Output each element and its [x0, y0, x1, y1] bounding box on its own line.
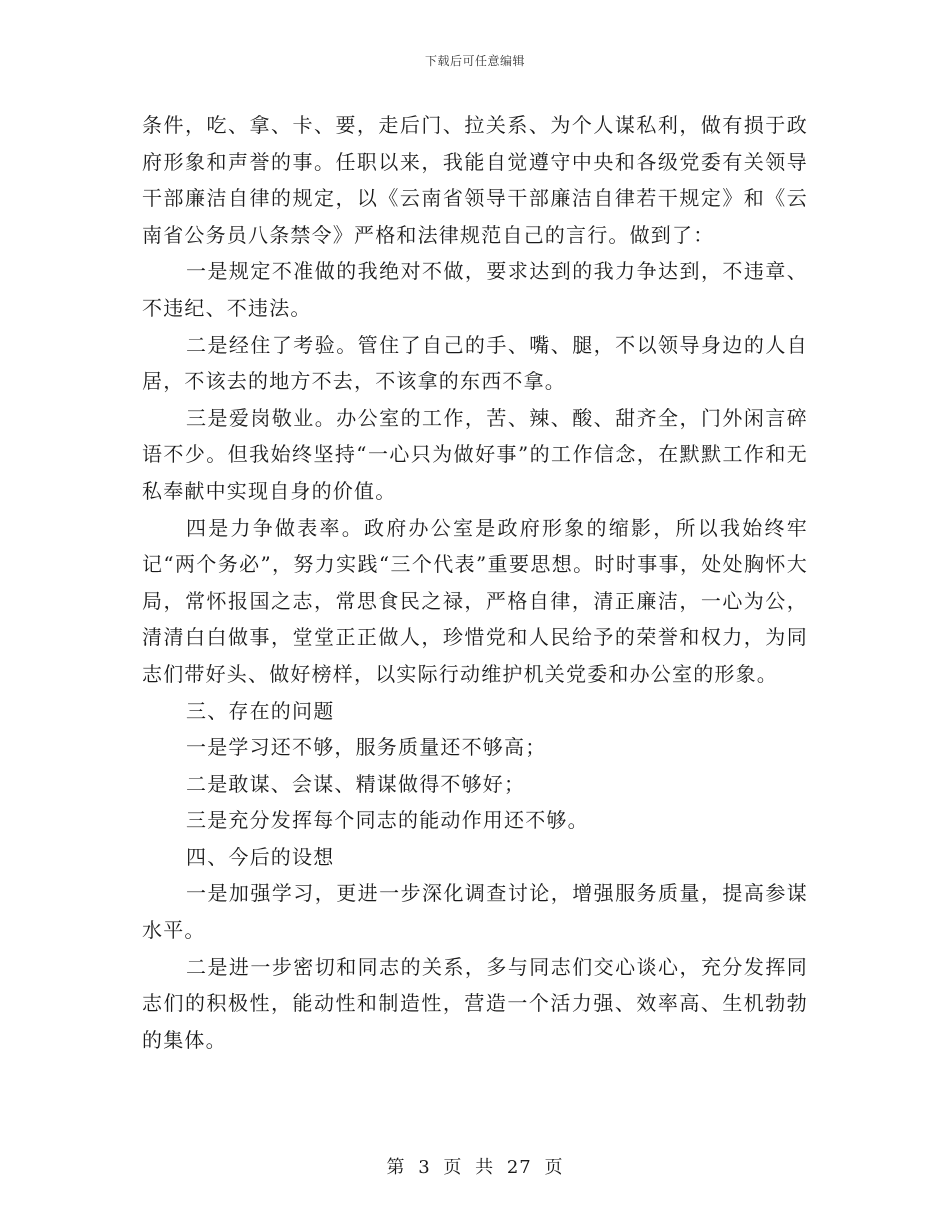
paragraph: 三是充分发挥每个同志的能动作用还不够。 — [186, 808, 589, 833]
paragraph: 一是加强学习，更进一步深化调查讨论，增强服务质量，提高参谋水平。 — [142, 881, 808, 943]
body-text — [142, 107, 808, 1058]
section-heading: 四、今后的设想 — [186, 844, 335, 869]
section-heading: 三、存在的问题 — [186, 698, 335, 723]
paragraph: 条件，吃、拿、卡、要，走后门、拉关系、为个人谋私利，做有损于政府形象和声誉的事。任职以来，我能自觉遵守中央和各级党委有关领导干部廉洁自律的规定，以《云南省领导干部廉洁自律若干规定》和《云南省公务员八条禁令》严格和法律规范自己的言行。做到了： — [142, 113, 808, 247]
paragraph: 一是规定不准做的我绝对不做，要求达到的我力争达到，不违章、不违纪、不违法。 — [142, 259, 808, 320]
paragraph: 二是进一步密切和同志的关系，多与同志们交心谈心，充分发挥同志们的积极性，能动性和制造性，营造一个活力强、效率高、生机勃勃的集体。 — [142, 954, 808, 1052]
page-header: 下载后可任意编辑 — [424, 54, 525, 68]
paragraph: 一是学习还不够，服务质量还不够高； — [186, 735, 547, 760]
paragraph: 三是爱岗敬业。办公室的工作，苦、辣、酸、甜齐全，门外闲言碎语不少。但我始终坚持“一心只为做好事”的工作信念，在默默工作和无私奉献中实现自身的价值。 — [142, 405, 808, 503]
paragraph: 二是经住了考验。管住了自己的手、嘴、腿，不以领导身边的人自居，不该去的地方不去，不该拿的东西不拿。 — [142, 332, 808, 394]
paragraph: 二是敢谋、会谋、精谋做得不够好； — [186, 771, 526, 796]
page-number: 第 3 页 共 27 页 — [386, 1157, 564, 1178]
paragraph: 四是力争做表率。政府办公室是政府形象的缩影，所以我始终牢记“两个务必”，努力实践“三个代表”重要思想。时时事事，处处胸怀大局，常怀报国之志，常思食民之禄，严格自律，清正廉洁，一心为公，清清白白做事，堂堂正正做人，珍惜党和人民给予的荣誉和权力，为同志们带好头、做好榜样，以实际行动维护机关党委和办公室的形象。 — [142, 515, 808, 686]
